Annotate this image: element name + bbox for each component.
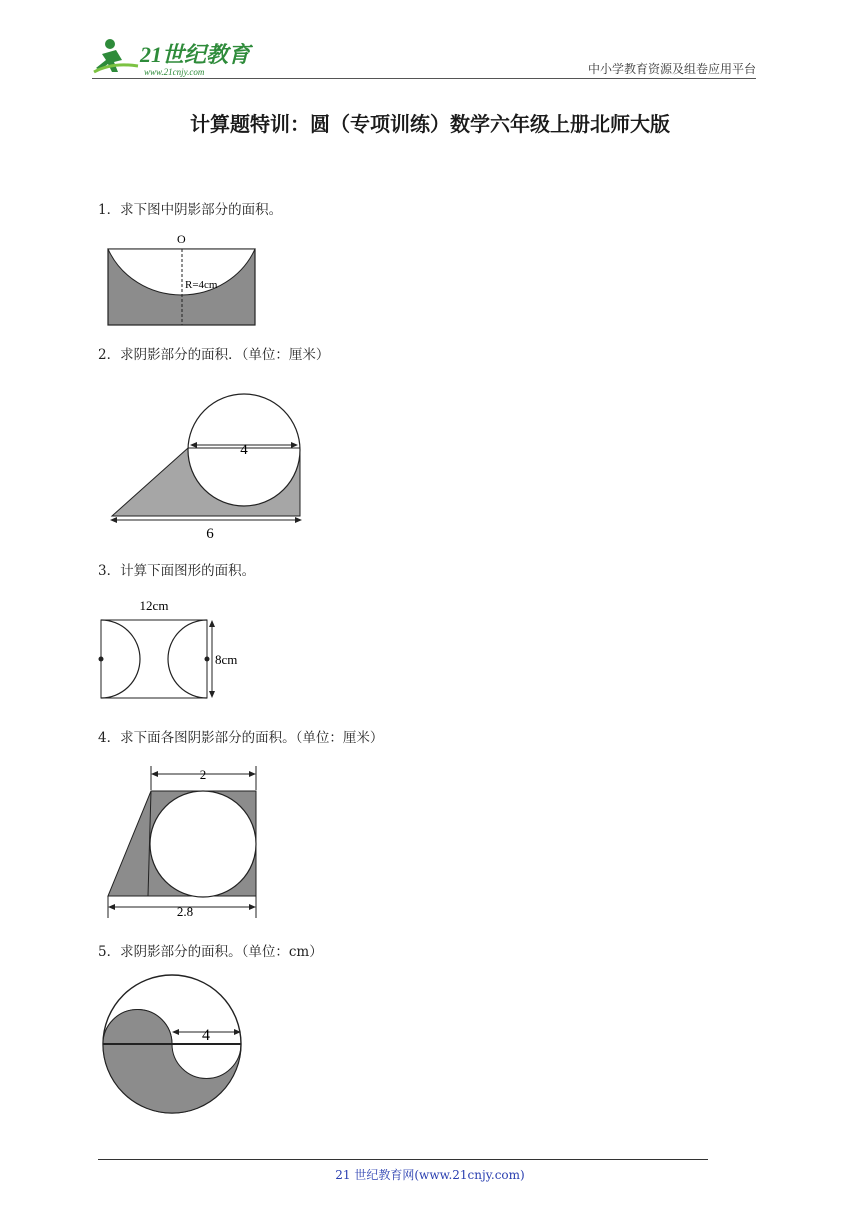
question-5-number: 5． — [98, 944, 121, 960]
segment-label: 4 — [202, 1027, 210, 1044]
question-4 — [98, 726, 383, 746]
question-2 — [98, 343, 329, 363]
bottom-label: 2.8 — [176, 904, 194, 919]
figure-1 — [100, 228, 270, 336]
question-3-text: 计算下面图形的面积。 — [120, 563, 256, 579]
left-center-dot — [99, 657, 104, 662]
header-platform-text: 中小学教育资源及组卷应用平台 — [587, 62, 756, 76]
question-2-number: 2． — [98, 347, 121, 363]
question-4-number: 4． — [98, 730, 121, 746]
question-1-text: 求下图中阴影部分的面积。 — [120, 202, 283, 218]
logo-text: 21世纪教育 — [140, 42, 251, 67]
question-3 — [98, 559, 255, 579]
figure-2 — [100, 380, 320, 546]
question-4-text: 求下面各图阴影部分的面积。（单位：厘米） — [120, 730, 384, 746]
center-label: O — [177, 232, 186, 246]
question-5-text: 求阴影部分的面积。（单位：cm） — [120, 944, 323, 960]
figure-5 — [100, 970, 250, 1122]
width-label: 12cm — [139, 598, 169, 613]
height-label: 8cm — [215, 652, 238, 667]
footer-text: 21 世纪教育网(www.21cnjy.com) — [335, 1168, 525, 1182]
figure-4 — [100, 760, 270, 928]
question-3-number: 3． — [98, 563, 121, 579]
rectangle — [101, 620, 207, 698]
logo — [92, 32, 262, 80]
question-2-text: 求阴影部分的面积．（单位：厘米） — [120, 347, 330, 363]
circle — [150, 791, 256, 897]
question-1-number: 1． — [98, 202, 121, 218]
page-title: 计算题特训：圆（专项训练）数学六年级上册北师大版 — [190, 112, 670, 136]
logo-icon — [92, 32, 262, 80]
footer-divider — [98, 1159, 708, 1160]
radius-label: R=4cm — [185, 279, 218, 291]
question-1 — [98, 198, 282, 218]
question-5 — [98, 940, 323, 960]
top-label: 2 — [199, 767, 207, 782]
figure-3 — [96, 593, 256, 709]
header-divider — [92, 78, 756, 79]
diameter-label: 4 — [240, 442, 248, 458]
right-center-dot — [205, 657, 210, 662]
base-label: 6 — [206, 526, 214, 542]
logo-url: www.21cnjy.com — [144, 67, 205, 77]
